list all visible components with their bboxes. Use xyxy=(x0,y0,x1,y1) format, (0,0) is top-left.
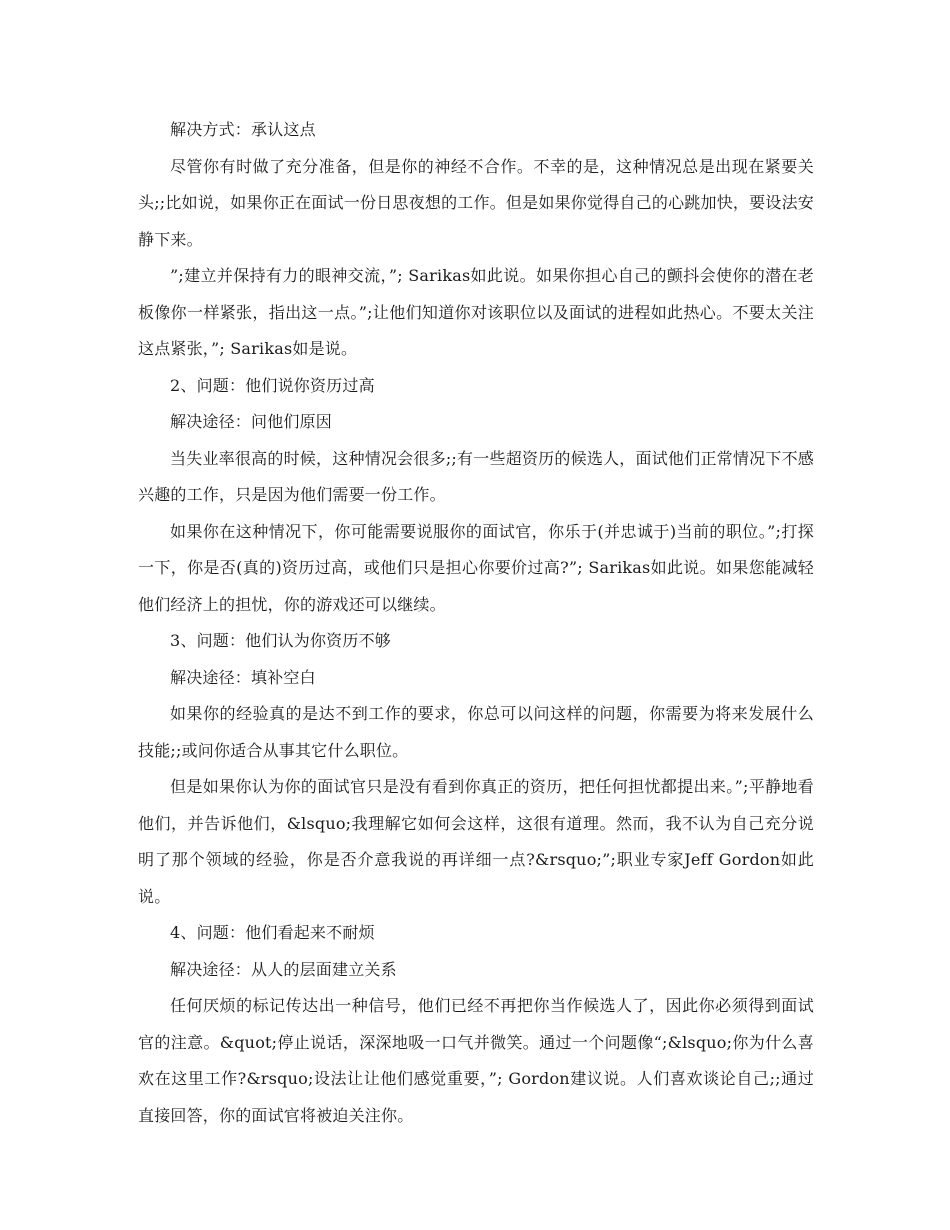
paragraph-fill-gap: 解决途径：填补空白 xyxy=(170,667,316,687)
paragraph-eye-contact: ”;建立并保持有力的眼神交流，”; Sarikas如此说。如果你担心自己的颤抖会使你的潜在老板像你一样紧张，指出这一点。”;让他们知道你对该职位以及面试的进程如此热心。不要太关注这点紧张，”; Sarikas如是说。 xyxy=(138,266,814,358)
heading-underqualified: 3、问题：他们认为你资历不够 xyxy=(170,631,391,650)
paragraph-experience-short: 如果你的经验真的是达不到工作的要求，你总可以问这样的问题，你需要为将来发展什么技能;;或问你适合从事其它什么职位。 xyxy=(138,704,814,760)
paragraph-nerves: 尽管你有时做了充分准备，但是你的神经不合作。不幸的是，这种情况总是出现在紧要关头;;比如说，如果你正在面试一份日思夜想的工作。但是如果你觉得自己的心跳加快，要设法安静下来。 xyxy=(138,156,814,249)
paragraph-raise-concerns: 但是如果你认为你的面试官只是没有看到你真正的资历，把任何担忧都提出来。”;平静地看他们，并告诉他们，&lsquo;我理解它如何会这样，这很有道理。然而，我不认为自己充分说明了那个领域的经验，你是否介意我说的再详细一点?&rsquo;”;职业专家Jeff Gordon如此说。 xyxy=(138,777,814,906)
paragraph-human-connection: 解决途径：从人的层面建立关系 xyxy=(170,959,397,979)
paragraph-convince-interviewer: 如果你在这种情况下，你可能需要说服你的面试官，你乐于(并忠诚于)当前的职位。”;打探一下，你是否(真的)资历过高，或他们只是担心你要价过高?”; Sarikas如此说。如果您能减轻他们经济上的担忧，你的游戏还可以继续。 xyxy=(138,521,814,614)
paragraph-ask-reason: 解决途径：问他们原因 xyxy=(170,412,333,431)
paragraph-boredom-signals: 任何厌烦的标记传达出一种信号，他们已经不再把你当作候选人了，因此你必须得到面试官的注意。&quot;停止说话，深深地吸一口气并微笑。通过一个问题像“;&lsquo;你为什么喜欢在这里工作?&rsquo;设法让让他们感觉重要，”; Gordon建议说。人们喜欢谈论自己;;通过直接回答，你的面试官将被迫关注你。 xyxy=(138,996,814,1125)
document-body xyxy=(138,112,814,1134)
paragraph-unemployment: 当失业率很高的时候，这种情况会很多;;有一些超资历的候选人，面试他们正常情况下不感兴趣的工作，只是因为他们需要一份工作。 xyxy=(138,448,814,504)
heading-overqualified: 2、问题：他们说你资历过高 xyxy=(170,375,375,395)
paragraph-resolution-acknowledge: 解决方式：承认这点 xyxy=(170,120,316,139)
heading-impatient: 4、问题：他们看起来不耐烦 xyxy=(170,923,375,942)
